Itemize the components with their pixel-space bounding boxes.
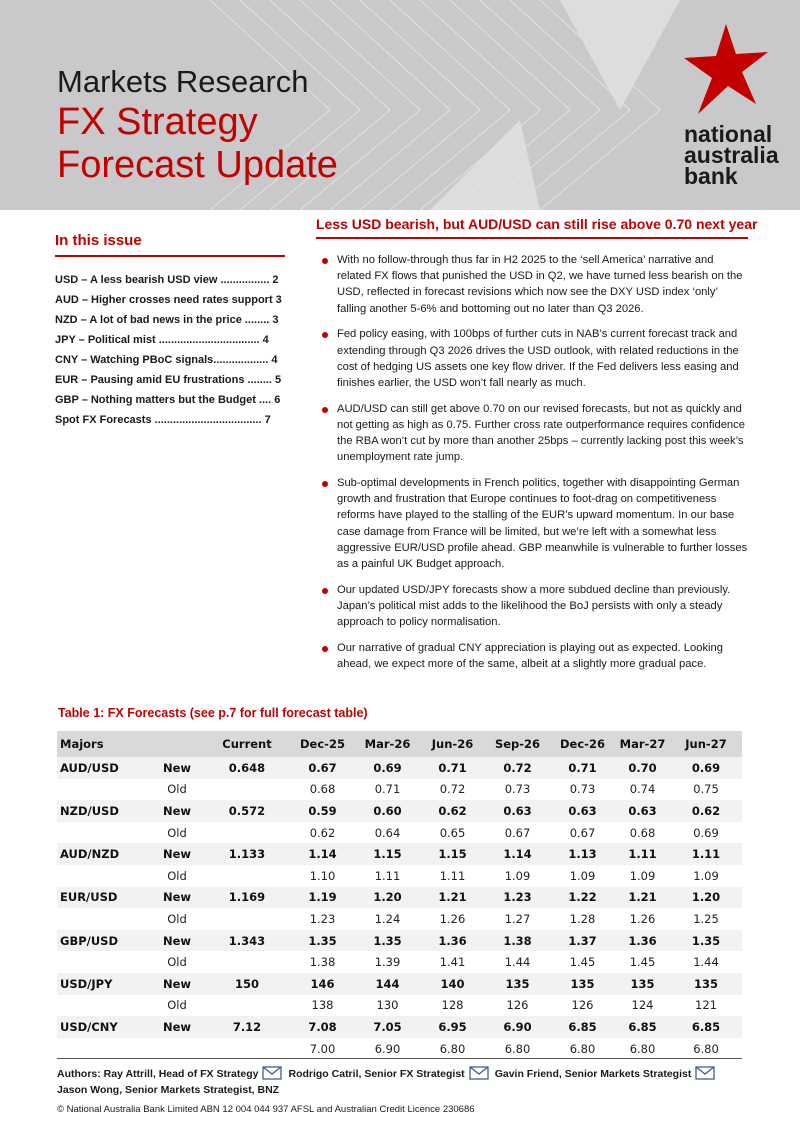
summary-bullets — [316, 252, 748, 672]
forecast-value-cell: 1.27 — [504, 911, 531, 926]
forecast-value-cell: 6.85 — [550, 1016, 615, 1038]
forecast-value-cell: 1.26 — [629, 911, 656, 926]
table-row — [57, 1038, 742, 1060]
bullet-text: AUD/USD can still get above 0.70 on our revised forecasts, but not as quickly and not getting as high as 0.75. Further cross rate outperformance requires confidence the RBA won’t cut by more than another 25bps – currently lacking post this week’s unemployment rate jump. — [337, 402, 745, 464]
forecast-value-cell: 1.25 — [693, 911, 719, 926]
forecast-value-cell: 6.80 — [629, 1041, 656, 1056]
forecast-value-cell: 121 — [695, 998, 717, 1013]
current-rate-cell: 0.648 — [204, 757, 290, 779]
forecast-value-cell: 0.65 — [439, 825, 466, 840]
forecast-value-cell: 6.80 — [504, 1041, 531, 1056]
wordmark-line: australia — [684, 142, 779, 168]
forecast-value-cell: 0.73 — [569, 782, 596, 797]
report-title-line1: FX Strategy — [57, 101, 258, 143]
column-header: Mar-26 — [355, 731, 420, 757]
forecast-value-cell: 0.71 — [374, 782, 401, 797]
table-row — [57, 757, 742, 779]
toc-item[interactable]: Spot FX Forecasts ................................... 7 — [55, 414, 271, 426]
currency-pair-cell — [57, 908, 150, 930]
forecast-value-cell: 6.85 — [670, 1016, 742, 1038]
current-rate-cell: 7.12 — [204, 1016, 290, 1038]
toc-item[interactable]: JPY – Political mist ................................. 4 — [55, 334, 269, 346]
forecast-value-cell: 0.64 — [374, 825, 401, 840]
forecast-value-cell: 6.90 — [485, 1016, 550, 1038]
column-header: Current — [204, 731, 290, 757]
forecast-value-cell: 6.95 — [420, 1016, 485, 1038]
bullet-dot-icon — [322, 588, 328, 594]
copyright-notice: © National Australia Bank Limited ABN 12 004 044 937 AFSL and Australian Credit Licence 230686 — [57, 1104, 475, 1115]
table-row — [57, 995, 742, 1017]
bullet-text: With no follow-through thus far in H2 2025 to the ‘sell America’ narrative and related FX flows that punished the USD in Q2, we have turned less bearish on the USD, reflected in forecast revisions which now see the DXY USD index ‘only’ falling another 5-6% and bottoming out no later than Q3 2026. — [337, 254, 743, 315]
currency-pair-cell — [57, 1038, 150, 1060]
forecast-value-cell: 1.23 — [309, 911, 336, 926]
forecast-value-cell: 0.71 — [420, 757, 485, 779]
forecast-type-cell: New — [150, 1016, 204, 1038]
currency-pair-cell: USD/CNY — [57, 1016, 150, 1038]
table-row — [57, 887, 742, 909]
forecast-type-cell: Old — [167, 998, 187, 1013]
forecast-value-cell: 1.11 — [374, 868, 401, 883]
author-name: Jason Wong, Senior Markets Strategist, BNZ — [57, 1084, 280, 1096]
bullet-point — [316, 252, 748, 317]
current-rate-cell: 1.169 — [204, 887, 290, 909]
forecast-value-cell: 1.37 — [550, 930, 615, 952]
forecast-value-cell: 135 — [550, 973, 615, 995]
current-rate-cell: 1.133 — [204, 843, 290, 865]
forecast-value-cell: 0.67 — [569, 825, 596, 840]
forecast-value-cell: 1.09 — [629, 868, 656, 883]
wordmark-line: national — [684, 121, 773, 147]
forecast-value-cell: 124 — [631, 998, 654, 1013]
forecast-value-cell: 0.70 — [615, 757, 670, 779]
forecast-type-cell — [150, 1038, 204, 1060]
column-header: Sep-26 — [485, 731, 550, 757]
forecast-value-cell: 130 — [376, 998, 399, 1013]
forecast-value-cell: 6.85 — [615, 1016, 670, 1038]
forecast-value-cell: 0.69 — [355, 757, 420, 779]
current-rate-cell — [204, 779, 290, 801]
forecast-value-cell: 6.90 — [374, 1041, 401, 1056]
forecast-value-cell: 138 — [311, 998, 334, 1013]
bullet-text: Our narrative of gradual CNY appreciation is playing out as expected. Looking ahead, we expect more of the same, albeit at a slightly more gradual pace. — [337, 641, 723, 670]
bullet-dot-icon — [322, 481, 328, 487]
forecast-value-cell: 0.72 — [485, 757, 550, 779]
forecast-value-cell: 1.15 — [420, 843, 485, 865]
forecast-value-cell: 6.80 — [693, 1041, 719, 1056]
fx-forecast-table — [57, 731, 742, 1059]
forecast-type-cell: Old — [167, 955, 187, 970]
summary-heading: Less USD bearish, but AUD/USD can still rise above 0.70 next year — [316, 216, 758, 232]
table-of-contents — [55, 274, 285, 434]
forecast-type-cell: Old — [167, 868, 187, 883]
forecast-value-cell: 0.62 — [420, 800, 485, 822]
forecast-value-cell: 0.75 — [693, 782, 719, 797]
current-rate-cell — [204, 822, 290, 844]
bullet-dot-icon — [322, 258, 328, 264]
forecast-value-cell: 1.09 — [693, 868, 719, 883]
bullet-text: Sub-optimal developments in French politics, together with disappointing German growth and frustration that Europe continues to foot-drag on competitiveness reforms have played to the stalling of the EUR’s upward momentum. In our base case damage from France will be limited, but we’re left with a somewhat less aggressive EUR/USD profile ahead. GBP meanwhile is vulnerable to further losses as a painful UK Budget approach. — [337, 476, 748, 570]
forecast-type-cell: New — [150, 843, 204, 865]
table-row — [57, 930, 742, 952]
in-this-issue-sidebar — [55, 228, 285, 434]
forecast-value-cell: 0.67 — [504, 825, 531, 840]
forecast-value-cell: 1.13 — [550, 843, 615, 865]
bullet-point — [316, 640, 748, 672]
forecast-value-cell: 144 — [355, 973, 420, 995]
forecast-value-cell: 0.68 — [309, 782, 336, 797]
authors-label: Authors: — [57, 1068, 104, 1080]
report-series-title: Markets Research — [57, 64, 309, 99]
forecast-value-cell: 1.21 — [615, 887, 670, 909]
currency-pair-cell: USD/JPY — [57, 973, 150, 995]
current-rate-cell — [204, 995, 290, 1017]
forecast-value-cell: 128 — [441, 998, 464, 1013]
summary-section — [316, 216, 758, 682]
forecast-value-cell: 0.72 — [439, 782, 466, 797]
currency-pair-cell: AUD/USD — [57, 757, 150, 779]
forecast-type-cell: New — [150, 800, 204, 822]
toc-item[interactable]: GBP – Nothing matters but the Budget .... 6 — [55, 394, 281, 406]
forecast-value-cell: 0.68 — [629, 825, 656, 840]
forecast-value-cell: 1.44 — [693, 955, 719, 970]
currency-pair-cell — [57, 822, 150, 844]
forecast-value-cell: 1.38 — [309, 955, 336, 970]
currency-pair-cell — [57, 995, 150, 1017]
forecast-value-cell: 1.44 — [504, 955, 531, 970]
forecast-value-cell: 0.73 — [504, 782, 531, 797]
currency-pair-cell — [57, 779, 150, 801]
forecast-value-cell: 1.23 — [485, 887, 550, 909]
forecast-value-cell: 1.41 — [439, 955, 466, 970]
column-header: Majors — [57, 731, 150, 757]
forecast-type-cell: New — [150, 887, 204, 909]
toc-item[interactable]: AUD – Higher crosses need rates support 3 — [55, 294, 282, 306]
table-title: Table 1: FX Forecasts (see p.7 for full forecast table) — [58, 706, 368, 720]
current-rate-cell — [204, 1038, 290, 1060]
forecast-value-cell: 1.45 — [629, 955, 656, 970]
table-row — [57, 800, 742, 822]
table-row — [57, 843, 742, 865]
forecast-value-cell: 1.39 — [374, 955, 401, 970]
forecast-value-cell: 0.67 — [290, 757, 355, 779]
forecast-value-cell: 1.36 — [615, 930, 670, 952]
bullet-point — [316, 475, 748, 572]
forecast-value-cell: 1.38 — [485, 930, 550, 952]
bullet-text: Our updated USD/JPY forecasts show a more subdued decline than previously. Japan’s political mist adds to the likelihood the BoJ persists with only a steady approach to policy normalisation. — [337, 583, 731, 629]
forecast-type-cell: Old — [167, 825, 187, 840]
forecast-value-cell: 1.28 — [569, 911, 596, 926]
forecast-value-cell: 0.63 — [485, 800, 550, 822]
wordmark-line: bank — [684, 163, 738, 189]
email-envelope-icon[interactable] — [469, 1066, 489, 1080]
bullet-point — [316, 326, 748, 391]
current-rate-cell: 150 — [204, 973, 290, 995]
forecast-value-cell: 0.74 — [629, 782, 656, 797]
currency-pair-cell: NZD/USD — [57, 800, 150, 822]
forecast-value-cell: 1.11 — [670, 843, 742, 865]
bullet-dot-icon — [322, 332, 328, 338]
bullet-text: Fed policy easing, with 100bps of further cuts in NAB’s current forecast track and extending through Q3 2026 drives the USD outlook, with related reductions in the cost of hedging US assets one key flow driver. If the Fed delivers less easing and finishes earlier, the USD won’t fall nearly as much. — [337, 328, 739, 389]
sidebar-title: In this issue — [55, 232, 142, 249]
currency-pair-cell — [57, 865, 150, 887]
authors-block — [57, 1066, 757, 1098]
forecast-value-cell: 0.62 — [309, 825, 336, 840]
forecast-value-cell: 0.69 — [670, 757, 742, 779]
currency-pair-cell: GBP/USD — [57, 930, 150, 952]
forecast-type-cell: Old — [167, 782, 187, 797]
forecast-value-cell: 1.35 — [290, 930, 355, 952]
forecast-value-cell: 6.80 — [439, 1041, 466, 1056]
forecast-value-cell: 1.09 — [504, 868, 531, 883]
bullet-point — [316, 582, 748, 631]
forecast-value-cell: 1.15 — [355, 843, 420, 865]
report-title-line2: Forecast Update — [57, 144, 338, 186]
forecast-value-cell: 1.22 — [550, 887, 615, 909]
forecast-value-cell: 1.45 — [569, 955, 596, 970]
bullet-dot-icon — [322, 646, 328, 652]
bullet-point — [316, 401, 748, 466]
forecast-value-cell: 1.11 — [439, 868, 466, 883]
report-header — [0, 0, 800, 210]
current-rate-cell — [204, 951, 290, 973]
current-rate-cell: 1.343 — [204, 930, 290, 952]
author-name: Ray Attrill, Head of FX Strategy — [103, 1068, 259, 1080]
author-name: Gavin Friend, Senior Markets Strategist — [494, 1068, 692, 1080]
forecast-value-cell: 1.35 — [670, 930, 742, 952]
forecast-type-cell: New — [150, 930, 204, 952]
footer-rule — [57, 1058, 742, 1059]
toc-item[interactable]: CNY – Watching PBoC signals.................. 4 — [55, 354, 278, 366]
forecast-value-cell: 1.26 — [439, 911, 466, 926]
forecast-value-cell: 135 — [615, 973, 670, 995]
table-row — [57, 822, 742, 844]
forecast-type-cell: New — [150, 973, 204, 995]
forecast-value-cell: 1.35 — [355, 930, 420, 952]
currency-pair-cell: AUD/NZD — [57, 843, 150, 865]
forecast-value-cell: 0.62 — [670, 800, 742, 822]
forecast-value-cell: 0.60 — [355, 800, 420, 822]
toc-item[interactable]: EUR – Pausing amid EU frustrations ........ 5 — [55, 374, 282, 386]
email-envelope-icon[interactable] — [695, 1066, 715, 1080]
current-rate-cell: 0.572 — [204, 800, 290, 822]
forecast-value-cell: 1.21 — [420, 887, 485, 909]
table-row — [57, 908, 742, 930]
nab-star-logo — [680, 22, 772, 120]
table-header-row — [57, 731, 742, 757]
column-header: Mar-27 — [615, 731, 670, 757]
current-rate-cell — [204, 908, 290, 930]
forecast-value-cell: 135 — [670, 973, 742, 995]
forecast-value-cell: 1.10 — [309, 868, 336, 883]
toc-item[interactable]: NZD – A lot of bad news in the price ........ 3 — [55, 314, 279, 326]
author-name: Rodrigo Catril, Senior FX Strategist — [288, 1068, 465, 1080]
forecast-type-cell: New — [150, 757, 204, 779]
table-row — [57, 1016, 742, 1038]
forecast-value-cell: 1.36 — [420, 930, 485, 952]
summary-rule — [316, 237, 748, 239]
bullet-dot-icon — [322, 407, 328, 413]
column-header: Dec-25 — [290, 731, 355, 757]
column-header: Jun-27 — [670, 731, 742, 757]
table-row — [57, 951, 742, 973]
forecast-value-cell: 7.08 — [290, 1016, 355, 1038]
forecast-value-cell: 7.00 — [309, 1041, 336, 1056]
forecast-value-cell: 1.14 — [485, 843, 550, 865]
sidebar-rule — [55, 255, 285, 257]
forecast-value-cell: 1.20 — [670, 887, 742, 909]
table-row — [57, 779, 742, 801]
current-rate-cell — [204, 865, 290, 887]
currency-pair-cell — [57, 951, 150, 973]
nab-wordmark — [684, 121, 779, 189]
column-header: Jun-26 — [420, 731, 485, 757]
forecast-value-cell: 126 — [506, 998, 529, 1013]
table-row — [57, 865, 742, 887]
forecast-value-cell: 0.63 — [615, 800, 670, 822]
forecast-value-cell: 0.59 — [290, 800, 355, 822]
forecast-value-cell: 146 — [290, 973, 355, 995]
forecast-value-cell: 0.69 — [693, 825, 719, 840]
column-header — [150, 731, 204, 757]
forecast-value-cell: 135 — [485, 973, 550, 995]
email-envelope-icon[interactable] — [262, 1066, 282, 1080]
currency-pair-cell: EUR/USD — [57, 887, 150, 909]
forecast-value-cell: 140 — [420, 973, 485, 995]
toc-item[interactable]: USD – A less bearish USD view ................ 2 — [55, 274, 279, 286]
forecast-value-cell: 6.80 — [569, 1041, 596, 1056]
forecast-value-cell: 1.19 — [290, 887, 355, 909]
forecast-value-cell: 1.11 — [615, 843, 670, 865]
forecast-value-cell: 0.71 — [550, 757, 615, 779]
table-row — [57, 973, 742, 995]
table-body — [57, 757, 742, 1059]
forecast-value-cell: 1.14 — [290, 843, 355, 865]
column-header: Dec-26 — [550, 731, 615, 757]
forecast-value-cell: 1.09 — [569, 868, 596, 883]
forecast-value-cell: 126 — [571, 998, 594, 1013]
forecast-value-cell: 1.24 — [374, 911, 401, 926]
forecast-value-cell: 7.05 — [355, 1016, 420, 1038]
forecast-type-cell: Old — [167, 911, 187, 926]
forecast-value-cell: 0.63 — [550, 800, 615, 822]
forecast-value-cell: 1.20 — [355, 887, 420, 909]
